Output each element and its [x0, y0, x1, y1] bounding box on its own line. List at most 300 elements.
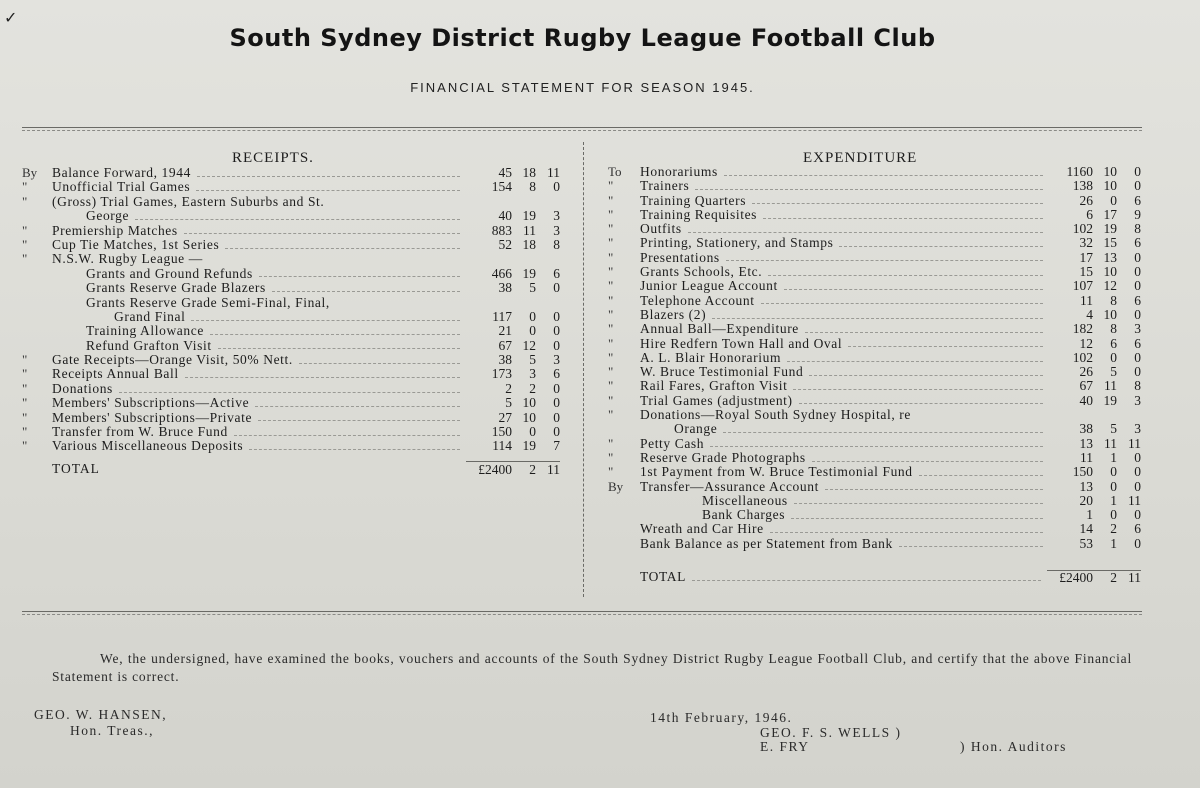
amount-pence: 6 [553, 265, 560, 281]
line-amount [1049, 365, 1141, 379]
amount-shillings: 0 [1110, 192, 1117, 208]
line-amount [466, 439, 560, 453]
amount-pence: 8 [1134, 221, 1141, 237]
amount-pence: 6 [553, 366, 560, 382]
leader-dots [761, 303, 1043, 304]
leader-dots [234, 435, 460, 436]
ditto-mark: " [608, 392, 614, 408]
amount-shillings: 10 [1103, 264, 1117, 280]
amount-shillings: 18 [522, 236, 536, 252]
amount-pence: 0 [1134, 249, 1141, 265]
line-amount [1049, 480, 1141, 494]
amount-shillings: 12 [522, 337, 536, 353]
line-description: N.S.W. Rugby League — [52, 252, 203, 267]
amount-pence: 3 [1134, 392, 1141, 408]
line-description: Blazers (2) [640, 307, 707, 322]
amount-pence: 11 [1128, 492, 1141, 508]
line-description: Orange [674, 422, 718, 437]
ditto-mark: " [608, 235, 614, 251]
receipts-row [22, 324, 560, 338]
leader-dots [723, 432, 1043, 433]
amount-shillings: 8 [1110, 292, 1117, 308]
ditto-mark: " [608, 407, 614, 423]
leader-dots [799, 403, 1043, 404]
amount-pence: 3 [1134, 421, 1141, 437]
expenditure-row [608, 179, 1141, 193]
expenditure-row [608, 222, 1141, 236]
line-description: Grants Schools, Etc. [640, 265, 763, 280]
line-amount [466, 339, 560, 353]
amount-pounds: 21 [498, 323, 512, 339]
amount-pounds: 883 [491, 222, 512, 238]
amount-shillings: 13 [1103, 249, 1117, 265]
amount-pounds: 102 [1072, 349, 1093, 365]
ditto-mark: " [608, 178, 614, 194]
leader-dots [812, 461, 1043, 462]
leader-dots [225, 248, 460, 249]
amount-shillings: 19 [522, 438, 536, 454]
amount-pounds: 40 [498, 208, 512, 224]
line-description: Rail Fares, Grafton Visit [640, 379, 788, 394]
ditto-mark: " [608, 278, 614, 294]
leader-dots [191, 320, 460, 321]
leader-dots [791, 518, 1043, 519]
auditor-certification: We, the undersigned, have examined the books, vouchers and accounts of the South Sydney District Rugby League Football Club, and certify that the above Financial Statement is correct. [52, 651, 1132, 684]
line-amount [1049, 522, 1141, 536]
amount-pence: 0 [1134, 464, 1141, 480]
ditto-mark: " [608, 378, 614, 394]
expenditure-row [608, 251, 1141, 265]
amount-pounds: 52 [498, 236, 512, 252]
line-amount [1049, 265, 1141, 279]
amount-pence: 0 [1134, 364, 1141, 380]
line-description: Miscellaneous [702, 493, 788, 508]
ditto-mark: " [22, 424, 28, 440]
line-description: Wreath and Car Hire [640, 522, 764, 537]
amount-pounds: 26 [1079, 192, 1093, 208]
line-amount [466, 353, 560, 367]
ditto-mark: " [22, 409, 28, 425]
line-amount [1049, 236, 1141, 250]
line-description: Bank Charges [702, 508, 786, 523]
amount-shillings: 10 [522, 409, 536, 425]
line-description: Refund Grafton Visit [86, 338, 212, 353]
amount-pounds: 53 [1079, 535, 1093, 551]
total-shillings: 2 [1110, 569, 1117, 585]
column-divider [583, 142, 584, 597]
amount-pence: 0 [1134, 178, 1141, 194]
line-description: Trainers [640, 179, 690, 194]
leader-dots [787, 361, 1043, 362]
line-amount [466, 209, 560, 223]
receipts-row [22, 425, 560, 439]
line-description: Hire Redfern Town Hall and Oval [640, 336, 843, 351]
amount-shillings: 10 [1103, 306, 1117, 322]
amount-shillings: 12 [1103, 278, 1117, 294]
leader-dots [299, 363, 460, 364]
amount-shillings: 3 [529, 366, 536, 382]
amount-pounds: 173 [491, 366, 512, 382]
leader-dots [784, 289, 1043, 290]
amount-shillings: 10 [1103, 164, 1117, 179]
line-description: W. Bruce Testimonial Fund [640, 365, 804, 380]
amount-pounds: 5 [505, 395, 512, 411]
leader-dots [726, 260, 1043, 261]
ditto-mark: " [22, 251, 28, 267]
amount-shillings: 2 [1110, 521, 1117, 537]
line-amount [466, 425, 560, 439]
receipts-row [22, 439, 560, 453]
line-description: Training Requisites [640, 207, 758, 222]
expenditure-row [608, 508, 1141, 522]
receipts-list [22, 166, 560, 476]
amount-shillings: 0 [1110, 464, 1117, 480]
line-amount [1049, 508, 1141, 522]
line-amount [1049, 451, 1141, 465]
ditto-mark: " [22, 193, 28, 209]
line-description: George [86, 209, 130, 224]
line-amount [466, 396, 560, 410]
line-amount [1049, 465, 1141, 479]
line-amount [1049, 394, 1141, 408]
line-amount [1049, 322, 1141, 336]
amount-pounds: 4 [1086, 306, 1093, 322]
line-amount [466, 367, 560, 381]
expenditure-row [608, 394, 1141, 408]
amount-pounds: 1160 [1066, 164, 1093, 179]
amount-pence: 0 [1134, 349, 1141, 365]
line-description: Grants Reserve Grade Blazers [86, 281, 266, 296]
expenditure-row [608, 451, 1141, 465]
amount-pounds: 114 [492, 438, 512, 454]
amount-pence: 0 [1134, 507, 1141, 523]
line-description: Premiership Matches [52, 223, 178, 238]
amount-shillings: 5 [529, 280, 536, 296]
amount-shillings: 2 [529, 380, 536, 396]
auditor-two: E. FRY [760, 739, 810, 754]
amount-pence: 8 [1134, 378, 1141, 394]
line-amount [466, 310, 560, 324]
treasurer-role: Hon. Treas., [70, 723, 155, 738]
leader-dots [197, 176, 460, 177]
receipts-row [22, 166, 560, 180]
line-description: Various Miscellaneous Deposits [52, 439, 244, 454]
leader-dots [752, 203, 1043, 204]
expenditure-row [608, 480, 1141, 494]
receipts-row [22, 195, 560, 209]
leader-dots [184, 233, 460, 234]
expenditure-row [608, 165, 1141, 179]
amount-shillings: 5 [1110, 364, 1117, 380]
expenditure-row [608, 236, 1141, 250]
amount-pounds: 102 [1072, 221, 1093, 237]
receipts-row [22, 382, 560, 396]
leader-dots [793, 389, 1043, 390]
receipts-row [22, 353, 560, 367]
expenditure-row [608, 294, 1141, 308]
amount-shillings: 0 [1110, 349, 1117, 365]
line-amount [1049, 165, 1141, 179]
total-label: TOTAL [52, 461, 100, 476]
line-description: Receipts Annual Ball [52, 367, 179, 382]
amount-pounds: 1 [1086, 507, 1093, 523]
leader-dots [249, 449, 460, 450]
amount-pence: 0 [553, 308, 560, 324]
amount-shillings: 6 [1110, 335, 1117, 351]
leader-dots [255, 406, 460, 407]
line-amount [1049, 179, 1141, 193]
line-amount [1049, 208, 1141, 222]
amount-pounds: 11 [1080, 292, 1093, 308]
amount-pounds: 38 [498, 280, 512, 296]
line-amount [466, 166, 560, 180]
amount-shillings: 11 [1104, 435, 1117, 451]
line-description: Members' Subscriptions—Private [52, 410, 253, 425]
treasurer-name: GEO. W. HANSEN, [34, 707, 168, 722]
amount-pounds: 15 [1079, 264, 1093, 280]
line-description: Petty Cash [640, 436, 705, 451]
amount-pence: 6 [1134, 521, 1141, 537]
leader-dots [768, 275, 1043, 276]
amount-pounds: 2 [505, 380, 512, 396]
leader-dots [218, 348, 460, 349]
receipts-row [22, 296, 560, 310]
amount-pounds: 13 [1079, 435, 1093, 451]
receipts-row [22, 180, 560, 194]
amount-pence: 7 [553, 438, 560, 454]
amount-pounds: 67 [498, 337, 512, 353]
line-amount [1049, 251, 1141, 265]
expenditure-row [608, 308, 1141, 322]
ditto-mark: " [608, 449, 614, 465]
ditto-mark: " [608, 306, 614, 322]
ditto-mark: " [608, 335, 614, 351]
amount-pounds: 117 [492, 308, 512, 324]
leader-dots [899, 546, 1043, 547]
leader-dots [272, 291, 460, 292]
leader-dots [809, 375, 1043, 376]
line-description: Unofficial Trial Games [52, 180, 191, 195]
amount-pence: 3 [553, 222, 560, 238]
amount-pence: 0 [1134, 264, 1141, 280]
line-description: Training Quarters [640, 193, 747, 208]
line-amount [1049, 351, 1141, 365]
line-description: Training Allowance [86, 324, 204, 339]
receipts-heading: RECEIPTS. [232, 150, 314, 166]
amount-shillings: 10 [522, 395, 536, 411]
amount-pence: 0 [553, 395, 560, 411]
amount-pence: 6 [1134, 235, 1141, 251]
corner-mark-icon: ✓ [4, 10, 18, 27]
amount-pence: 0 [1134, 278, 1141, 294]
amount-pence: 0 [553, 323, 560, 339]
amount-pence: 3 [553, 208, 560, 224]
amount-shillings: 1 [1110, 492, 1117, 508]
amount-shillings: 11 [1104, 378, 1117, 394]
line-description: Bank Balance as per Statement from Bank [640, 536, 893, 551]
ditto-mark: " [608, 321, 614, 337]
amount-pounds: 14 [1079, 521, 1093, 537]
expenditure-list [608, 165, 1141, 551]
amount-shillings: 0 [529, 424, 536, 440]
amount-pence: 0 [553, 424, 560, 440]
expenditure-row [608, 365, 1141, 379]
ditto-mark: By [22, 165, 38, 180]
amount-pounds: 17 [1079, 249, 1093, 265]
ditto-mark: " [22, 222, 28, 238]
leader-dots [763, 218, 1043, 219]
total-pounds: £2400 [478, 461, 512, 477]
amount-shillings: 17 [1103, 206, 1117, 222]
amount-pounds: 138 [1072, 178, 1093, 194]
receipts-row [22, 339, 560, 353]
total-pence: 11 [1128, 569, 1141, 585]
total-pence: 11 [547, 461, 560, 477]
ditto-mark: " [22, 236, 28, 252]
amount-pounds: 107 [1072, 278, 1093, 294]
ditto-mark: " [608, 435, 614, 451]
ditto-mark: " [608, 221, 614, 237]
leader-dots [185, 377, 460, 378]
line-description: Members' Subscriptions—Active [52, 396, 250, 411]
expenditure-row [608, 494, 1141, 508]
amount-pounds: 11 [1080, 449, 1093, 465]
amount-shillings: 5 [529, 352, 536, 368]
expenditure-row [608, 337, 1141, 351]
expenditure-heading: EXPENDITURE [803, 150, 918, 166]
amount-pence: 6 [1134, 292, 1141, 308]
line-amount [466, 224, 560, 238]
expenditure-row [608, 279, 1141, 293]
leader-dots [805, 332, 1043, 333]
amount-pounds: 40 [1079, 392, 1093, 408]
statement-date: 14th February, 1946. [650, 710, 793, 725]
amount-shillings: 0 [529, 308, 536, 324]
amount-pounds: 38 [1079, 421, 1093, 437]
amount-shillings: 10 [1103, 178, 1117, 194]
amount-pence: 11 [1128, 435, 1141, 451]
line-description: Gate Receipts—Orange Visit, 50% Nett. [52, 353, 293, 368]
amount-pounds: 150 [1072, 464, 1093, 480]
line-description: Presentations [640, 250, 720, 265]
ditto-mark: " [22, 179, 28, 195]
ditto-mark: " [608, 249, 614, 265]
amount-shillings: 8 [529, 179, 536, 195]
statement-subtitle: FINANCIAL STATEMENT FOR SEASON 1945. [410, 80, 755, 95]
amount-pounds: 13 [1079, 478, 1093, 494]
ditto-mark: By [608, 478, 624, 494]
line-amount [1049, 222, 1141, 236]
receipts-row [22, 367, 560, 381]
receipts-row [22, 267, 560, 281]
leader-dots [710, 446, 1043, 447]
expenditure-row [608, 422, 1141, 436]
amount-pence: 0 [553, 409, 560, 425]
line-description: Junior League Account [640, 279, 778, 294]
line-description: Balance Forward, 1944 [52, 166, 191, 180]
line-amount [466, 281, 560, 295]
total-amount [466, 461, 560, 477]
expenditure-total-amount [1047, 570, 1141, 585]
line-description: (Gross) Trial Games, Eastern Suburbs and St. [52, 194, 325, 209]
line-amount [1049, 422, 1141, 436]
amount-shillings: 0 [529, 323, 536, 339]
line-description: Grand Final [114, 309, 186, 324]
line-amount [466, 180, 560, 194]
receipts-row [22, 396, 560, 410]
line-description: Honorariums [640, 165, 718, 179]
amount-shillings: 1 [1110, 449, 1117, 465]
ditto-mark: " [608, 264, 614, 280]
amount-pounds: 20 [1079, 492, 1093, 508]
leader-dots [848, 346, 1043, 347]
leader-dots [839, 246, 1043, 247]
line-description: Donations [52, 381, 113, 396]
bottom-rule [22, 611, 1142, 615]
leader-dots [210, 334, 460, 335]
amount-shillings: 19 [522, 208, 536, 224]
ditto-mark: " [22, 352, 28, 368]
amount-pence: 0 [553, 380, 560, 396]
leader-dots [712, 318, 1043, 319]
expenditure-row [608, 537, 1141, 551]
leader-dots [692, 580, 1041, 581]
receipts-total-row [22, 462, 560, 476]
line-amount [1049, 537, 1141, 551]
amount-pence: 11 [547, 165, 560, 180]
amount-pounds: 6 [1086, 206, 1093, 222]
receipts-row [22, 411, 560, 425]
amount-pounds: 150 [491, 424, 512, 440]
line-description: 1st Payment from W. Bruce Testimonial Fund [640, 465, 913, 480]
line-description: Reserve Grade Photographs [640, 450, 806, 465]
expenditure-row [608, 437, 1141, 451]
amount-shillings: 0 [1110, 478, 1117, 494]
amount-pence: 0 [1134, 306, 1141, 322]
amount-pence: 0 [553, 179, 560, 195]
amount-pounds: 12 [1079, 335, 1093, 351]
top-rule [22, 127, 1142, 131]
line-description: Annual Ball—Expenditure [640, 322, 799, 337]
line-description: Trial Games (adjustment) [640, 393, 793, 408]
amount-pence: 0 [553, 337, 560, 353]
leader-dots [119, 392, 460, 393]
leader-dots [688, 232, 1043, 233]
leader-dots [724, 175, 1043, 176]
ditto-mark: " [22, 438, 28, 454]
amount-pounds: 26 [1079, 364, 1093, 380]
amount-shillings: 15 [1103, 235, 1117, 251]
line-description: Printing, Stationery, and Stamps [640, 236, 834, 251]
amount-pence: 0 [1134, 449, 1141, 465]
expenditure-row [608, 208, 1141, 222]
amount-shillings: 19 [1103, 221, 1117, 237]
amount-pounds: 182 [1072, 321, 1093, 337]
leader-dots [770, 532, 1043, 533]
amount-pence: 3 [1134, 321, 1141, 337]
receipts-row [22, 310, 560, 324]
line-description: Cup Tie Matches, 1st Series [52, 237, 220, 252]
expenditure-total-label: TOTAL [640, 570, 686, 584]
total-shillings: 2 [529, 461, 536, 477]
amount-pounds: 466 [491, 265, 512, 281]
line-description: Telephone Account [640, 293, 755, 308]
amount-shillings: 5 [1110, 421, 1117, 437]
ditto-mark: " [22, 366, 28, 382]
expenditure-row [608, 322, 1141, 336]
line-amount [1049, 379, 1141, 393]
treasurer-signature [34, 707, 167, 739]
